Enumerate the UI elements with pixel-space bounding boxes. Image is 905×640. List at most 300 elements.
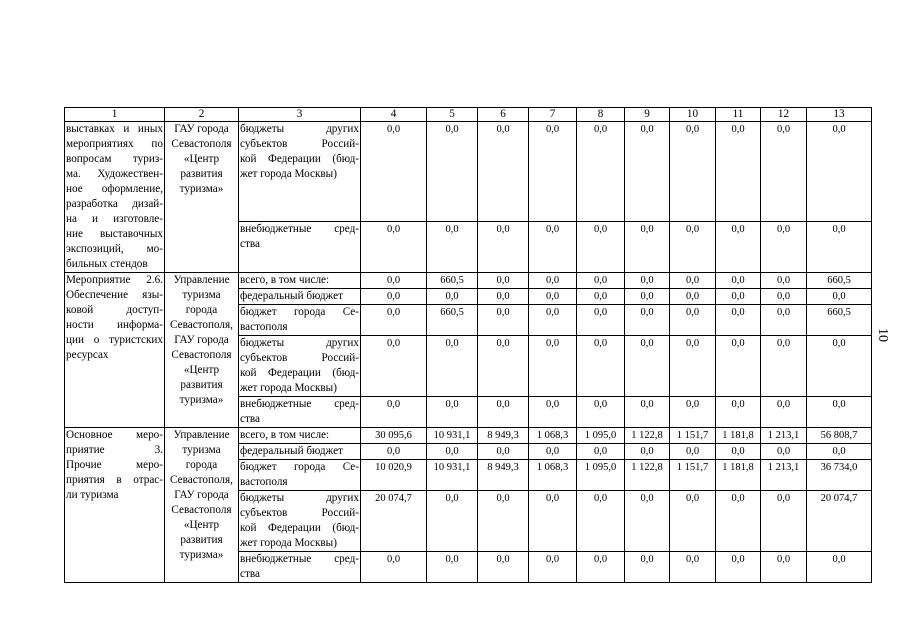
value-cell — [529, 444, 577, 460]
text-line: ГАУ города — [174, 123, 229, 135]
value-cell — [427, 552, 478, 583]
text-line: ние выставочных — [66, 228, 163, 240]
value-cell — [807, 397, 872, 428]
value-text: 0,0 — [386, 554, 401, 565]
value-cell — [361, 336, 427, 397]
value-text: 0,0 — [445, 338, 459, 349]
value-cell — [361, 397, 427, 428]
value-cell — [577, 273, 625, 289]
table-row — [65, 428, 872, 444]
value-cell — [478, 305, 529, 336]
value-cell — [427, 273, 478, 289]
text-line: Севастополя — [171, 349, 232, 361]
value-text: 1 095,0 — [584, 462, 617, 473]
table-row — [65, 273, 872, 289]
value-text: 30 095,6 — [375, 430, 412, 441]
text-line: туризма» — [179, 394, 224, 406]
value-cell — [361, 122, 427, 222]
text-line: вопросам туриз- — [66, 153, 163, 165]
value-text: 0,0 — [640, 554, 654, 565]
text-line: внебюджетные сред- — [240, 553, 359, 565]
text-line: «Центр — [183, 364, 220, 376]
value-text: 0,0 — [445, 554, 459, 565]
value-cell — [716, 397, 761, 428]
text-line: бильных стендов — [66, 258, 148, 270]
value-cell — [670, 491, 716, 552]
funding-source-cell — [239, 460, 361, 491]
value-text: 0,0 — [593, 493, 608, 504]
value-cell — [478, 552, 529, 583]
value-text: 0,0 — [545, 307, 560, 318]
page-number: 10 — [875, 328, 890, 342]
column-number: 5 — [427, 108, 478, 122]
text-line: ства — [240, 413, 260, 425]
value-cell — [625, 444, 670, 460]
value-text: 10 931,1 — [433, 462, 471, 473]
text-line: ресурсах — [66, 349, 109, 361]
text-line: внебюджетные сред- — [240, 398, 359, 410]
text-line: федеральный бюджет — [240, 445, 343, 457]
value-cell — [577, 289, 625, 305]
text-line: Управление — [173, 274, 230, 286]
value-cell — [670, 460, 716, 491]
value-cell — [361, 289, 427, 305]
value-cell — [427, 460, 478, 491]
value-cell — [478, 460, 529, 491]
value-cell — [427, 491, 478, 552]
value-cell — [807, 122, 872, 222]
text-line: туризма» — [179, 183, 224, 195]
value-cell — [761, 397, 807, 428]
value-text: 0,0 — [593, 275, 608, 286]
value-cell — [716, 460, 761, 491]
text-line: на и изготовле- — [66, 213, 163, 225]
text-line: ное оформление, — [66, 183, 163, 195]
value-cell — [807, 305, 872, 336]
value-text: 1 181,8 — [722, 430, 754, 441]
text-line: приятия в отрас- — [66, 474, 163, 486]
text-line: жет города Москвы) — [240, 382, 337, 394]
text-line: Севастополя — [171, 504, 232, 516]
value-text: 0,0 — [445, 124, 459, 135]
text-line: туризма — [182, 444, 221, 456]
text-line: ства — [240, 238, 260, 251]
value-text: 0,0 — [545, 291, 560, 302]
value-text: 0,0 — [445, 493, 459, 504]
value-text: 0,0 — [776, 291, 791, 302]
value-cell — [716, 289, 761, 305]
text-line: Севастополя, — [170, 474, 233, 486]
value-text: 0,0 — [496, 554, 510, 565]
funding-source-cell — [239, 305, 361, 336]
value-text: 0,0 — [545, 554, 560, 565]
value-text: 0,0 — [386, 124, 401, 135]
value-text: 0,0 — [685, 399, 700, 410]
column-number: 6 — [478, 108, 529, 122]
value-text: 0,0 — [496, 399, 510, 410]
value-cell — [577, 397, 625, 428]
value-cell — [478, 397, 529, 428]
activity-name-cell — [65, 428, 165, 583]
text-line: бюджет города Се- — [240, 306, 359, 318]
text-line: туризма» — [179, 549, 224, 561]
text-line: развития — [180, 379, 223, 391]
value-cell — [761, 460, 807, 491]
value-text: 0,0 — [386, 307, 401, 318]
value-cell — [478, 428, 529, 444]
value-cell — [807, 428, 872, 444]
value-text: 0,0 — [832, 291, 846, 302]
value-text: 0,0 — [496, 493, 510, 504]
text-line: экспозиций, мо- — [66, 243, 163, 255]
value-cell — [529, 397, 577, 428]
value-text: 0,0 — [496, 338, 510, 349]
value-text: 0,0 — [593, 307, 608, 318]
value-text: 0,0 — [386, 275, 401, 286]
value-text: 0,0 — [832, 399, 846, 410]
value-cell — [577, 552, 625, 583]
text-line: разработка дизай- — [66, 198, 163, 210]
value-text: 660,5 — [440, 275, 464, 286]
value-text: 0,0 — [445, 446, 459, 457]
value-cell — [361, 428, 427, 444]
text-line: Севастополя, — [170, 319, 233, 331]
value-cell — [761, 491, 807, 552]
value-cell — [807, 289, 872, 305]
column-number: 13 — [807, 108, 872, 122]
value-cell — [670, 289, 716, 305]
value-cell — [577, 222, 625, 273]
value-cell — [807, 336, 872, 397]
text-line: города — [185, 304, 218, 316]
column-number: 11 — [716, 108, 761, 122]
value-text: 8 949,3 — [487, 430, 519, 441]
text-line: Севастополя — [171, 138, 232, 150]
text-line: всего, в том числе: — [240, 429, 330, 441]
value-text: 1 095,0 — [584, 430, 617, 441]
value-cell — [427, 122, 478, 222]
value-text: 660,5 — [827, 275, 851, 286]
text-line: ковой доступ- — [66, 304, 163, 316]
value-cell — [529, 122, 577, 222]
value-text: 0,0 — [731, 493, 745, 504]
value-text: 1 068,3 — [536, 430, 569, 441]
value-text: 0,0 — [776, 554, 791, 565]
table-row — [65, 122, 872, 222]
value-text: 36 734,0 — [820, 462, 858, 473]
value-text: 660,5 — [827, 307, 851, 318]
value-text: 1 151,7 — [676, 462, 709, 473]
value-cell — [361, 273, 427, 289]
text-line: ства — [240, 568, 260, 580]
value-text: 1 213,1 — [767, 430, 800, 441]
value-cell — [427, 428, 478, 444]
text-line: ГАУ города — [174, 334, 229, 346]
value-text: 0,0 — [731, 291, 745, 302]
value-cell — [807, 273, 872, 289]
funding-source-cell — [239, 444, 361, 460]
value-text: 0,0 — [731, 275, 745, 286]
value-cell — [761, 428, 807, 444]
column-number: 1 — [65, 108, 165, 122]
text-line: бюджет города Се- — [240, 461, 359, 473]
text-line: ции о туристских — [66, 334, 163, 346]
value-text: 0,0 — [776, 275, 791, 286]
value-text: 0,0 — [386, 446, 401, 457]
value-cell — [625, 122, 670, 222]
text-line: субъектов Россий- — [240, 507, 359, 519]
funding-source-cell — [239, 289, 361, 305]
funding-source-cell — [239, 273, 361, 289]
funding-source-cell — [239, 336, 361, 397]
value-text: 0,0 — [685, 338, 700, 349]
text-line: ли туризма — [66, 489, 119, 501]
executor-cell — [165, 428, 239, 583]
text-line: всего, в том числе: — [240, 274, 330, 286]
value-cell — [529, 273, 577, 289]
text-line: Обеспечение язы- — [66, 289, 163, 301]
value-text: 0,0 — [640, 338, 654, 349]
text-line: бюджеты других — [240, 337, 359, 349]
value-text: 0,0 — [776, 493, 791, 504]
value-text: 0,0 — [593, 291, 608, 302]
value-text: 20 074,7 — [375, 493, 412, 504]
value-cell — [361, 552, 427, 583]
value-cell — [716, 222, 761, 273]
value-cell — [716, 305, 761, 336]
value-text: 0,0 — [593, 224, 608, 236]
value-cell — [716, 444, 761, 460]
value-text: 0,0 — [545, 493, 560, 504]
text-line: федеральный бюджет — [240, 290, 343, 302]
value-cell — [807, 491, 872, 552]
value-text: 0,0 — [776, 124, 791, 135]
value-text: 0,0 — [496, 291, 510, 302]
value-cell — [625, 552, 670, 583]
value-cell — [716, 428, 761, 444]
column-number: 12 — [761, 108, 807, 122]
text-line: мероприятиях по — [66, 138, 163, 150]
value-cell — [716, 273, 761, 289]
text-line: жет города Москвы) — [240, 168, 337, 180]
value-cell — [670, 428, 716, 444]
value-cell — [807, 460, 872, 491]
value-cell — [670, 397, 716, 428]
value-cell — [670, 273, 716, 289]
value-text: 1 068,3 — [536, 462, 569, 473]
value-text: 0,0 — [496, 307, 510, 318]
value-text: 0,0 — [685, 124, 700, 135]
value-cell — [529, 289, 577, 305]
value-text: 1 213,1 — [767, 462, 800, 473]
column-number-row — [65, 108, 872, 122]
value-cell — [761, 122, 807, 222]
value-cell — [761, 444, 807, 460]
value-text: 0,0 — [445, 291, 459, 302]
value-cell — [625, 273, 670, 289]
text-line: кой Федерации (бюд- — [240, 153, 359, 165]
value-text: 0,0 — [496, 124, 510, 135]
value-text: 0,0 — [496, 224, 510, 236]
value-cell — [529, 336, 577, 397]
value-text: 0,0 — [731, 338, 745, 349]
value-text: 8 949,3 — [487, 462, 519, 473]
text-line: приятие 3. — [66, 444, 163, 456]
funding-source-cell — [239, 491, 361, 552]
text-line: ГАУ города — [174, 489, 229, 501]
funding-source-cell — [239, 428, 361, 444]
value-cell — [670, 552, 716, 583]
value-text: 0,0 — [386, 338, 401, 349]
column-number: 3 — [239, 108, 361, 122]
value-cell — [529, 491, 577, 552]
value-cell — [478, 273, 529, 289]
value-cell — [625, 491, 670, 552]
value-cell — [761, 222, 807, 273]
value-text: 0,0 — [545, 338, 560, 349]
value-cell — [577, 444, 625, 460]
value-text: 0,0 — [731, 307, 745, 318]
value-text: 0,0 — [640, 124, 654, 135]
value-text: 0,0 — [445, 399, 459, 410]
value-text: 0,0 — [731, 224, 745, 236]
value-text: 0,0 — [731, 446, 745, 457]
value-cell — [361, 305, 427, 336]
value-text: 0,0 — [445, 224, 459, 236]
value-text: 0,0 — [776, 399, 791, 410]
value-cell — [478, 444, 529, 460]
value-cell — [716, 122, 761, 222]
text-line: Основное меро- — [66, 429, 163, 441]
value-cell — [625, 336, 670, 397]
value-cell — [670, 122, 716, 222]
value-text: 0,0 — [685, 224, 700, 236]
value-text: 0,0 — [386, 399, 401, 410]
value-text: 10 020,9 — [375, 462, 412, 473]
value-cell — [427, 397, 478, 428]
text-line: субъектов Россий- — [240, 352, 359, 364]
value-text: 0,0 — [832, 338, 846, 349]
executor-cell — [165, 273, 239, 428]
column-number: 7 — [529, 108, 577, 122]
value-text: 0,0 — [640, 224, 654, 236]
value-cell — [427, 222, 478, 273]
text-line: развития — [180, 168, 223, 180]
value-cell — [625, 222, 670, 273]
column-number: 10 — [670, 108, 716, 122]
value-cell — [361, 491, 427, 552]
value-text: 0,0 — [545, 124, 560, 135]
text-line: Прочие меро- — [66, 459, 163, 471]
value-text: 0,0 — [832, 124, 846, 135]
value-cell — [807, 552, 872, 583]
text-line: ности информа- — [66, 319, 163, 331]
value-cell — [361, 460, 427, 491]
value-text: 0,0 — [776, 338, 791, 349]
value-text: 0,0 — [640, 307, 654, 318]
activity-name-cell — [65, 122, 165, 273]
value-cell — [577, 491, 625, 552]
value-text: 0,0 — [545, 399, 560, 410]
value-cell — [716, 552, 761, 583]
value-cell — [577, 460, 625, 491]
value-text: 0,0 — [386, 291, 401, 302]
value-text: 0,0 — [545, 446, 560, 457]
value-text: 0,0 — [685, 554, 700, 565]
value-text: 20 074,7 — [820, 493, 858, 504]
value-cell — [577, 336, 625, 397]
value-text: 1 181,8 — [722, 462, 754, 473]
value-text: 0,0 — [832, 554, 846, 565]
value-cell — [625, 305, 670, 336]
value-cell — [529, 305, 577, 336]
value-cell — [577, 428, 625, 444]
text-line: кой Федерации (бюд- — [240, 522, 359, 534]
value-text: 0,0 — [832, 446, 846, 457]
text-line: субъектов Россий- — [240, 138, 359, 150]
value-text: 0,0 — [593, 338, 608, 349]
value-cell — [625, 428, 670, 444]
value-cell — [716, 491, 761, 552]
value-text: 0,0 — [776, 224, 791, 236]
funding-source-cell — [239, 397, 361, 428]
column-number: 4 — [361, 108, 427, 122]
value-text: 0,0 — [593, 399, 608, 410]
value-text: 0,0 — [640, 275, 654, 286]
value-text: 0,0 — [832, 224, 846, 236]
budget-table — [64, 107, 872, 583]
value-cell — [478, 336, 529, 397]
value-cell — [529, 460, 577, 491]
column-number: 8 — [577, 108, 625, 122]
text-line: развития — [180, 534, 223, 546]
value-text: 1 122,8 — [631, 462, 663, 473]
value-cell — [670, 222, 716, 273]
value-cell — [761, 552, 807, 583]
value-cell — [807, 444, 872, 460]
value-cell — [427, 305, 478, 336]
value-text: 0,0 — [640, 446, 654, 457]
value-text: 0,0 — [776, 307, 791, 318]
text-line: «Центр — [183, 519, 220, 531]
value-cell — [625, 460, 670, 491]
value-cell — [670, 444, 716, 460]
value-text: 0,0 — [731, 554, 745, 565]
text-line: кой Федерации (бюд- — [240, 367, 359, 379]
value-text: 0,0 — [685, 493, 700, 504]
value-text: 0,0 — [545, 275, 560, 286]
value-text: 0,0 — [496, 446, 510, 457]
value-text: 0,0 — [593, 554, 608, 565]
text-line: бюджеты других — [240, 123, 359, 135]
value-cell — [529, 552, 577, 583]
activity-name-cell — [65, 273, 165, 428]
value-cell — [761, 273, 807, 289]
value-text: 10 931,1 — [433, 430, 471, 441]
text-line: жет города Москвы) — [240, 537, 337, 549]
value-text: 0,0 — [593, 124, 608, 135]
value-text: 0,0 — [731, 124, 745, 135]
value-cell — [529, 222, 577, 273]
text-line: Мероприятие 2.6. — [66, 274, 163, 286]
value-cell — [478, 222, 529, 273]
value-cell — [478, 289, 529, 305]
value-cell — [625, 397, 670, 428]
value-cell — [577, 122, 625, 222]
value-text: 0,0 — [685, 307, 700, 318]
text-line: «Центр — [183, 153, 220, 165]
funding-source-cell — [239, 552, 361, 583]
